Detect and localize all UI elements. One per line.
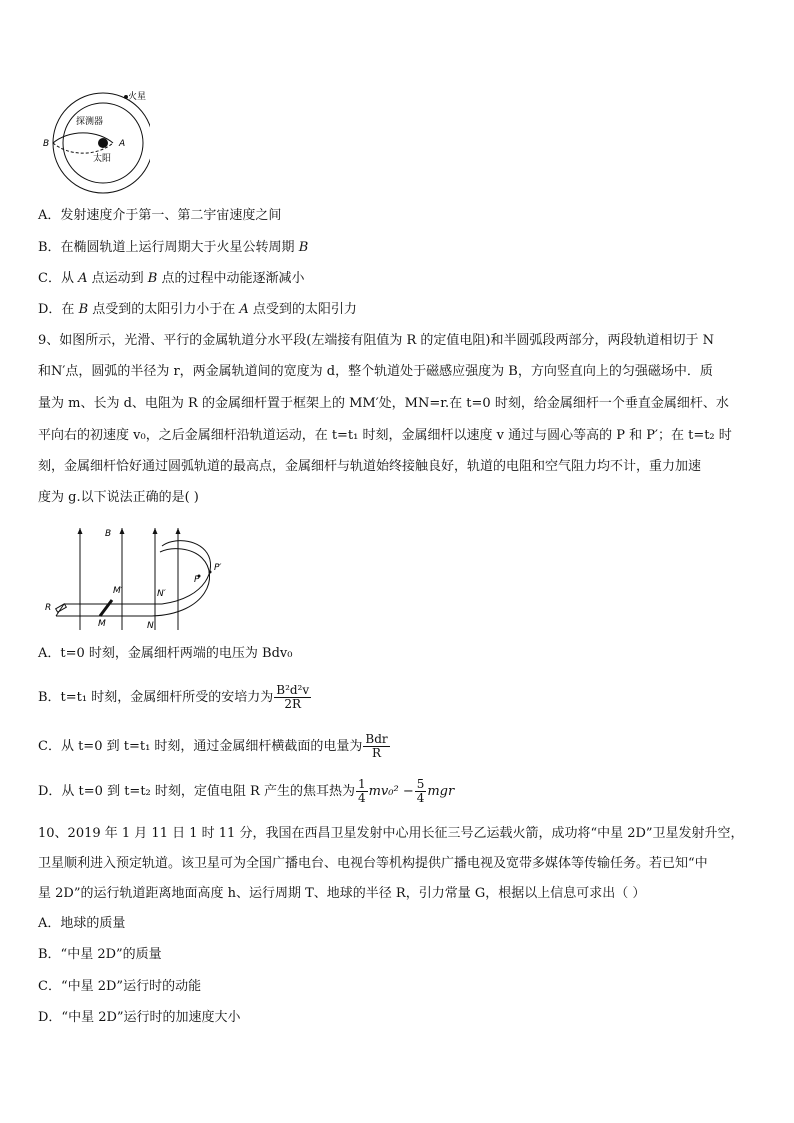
- q10-text-1: 10、2019 年 1 月 11 日 1 时 11 分，我国在西昌卫星发射中心用长征三号乙运载火箭，成功将“中星 2D”卫星发射升空，: [38, 826, 744, 841]
- q9-option-d: D．从 t=0 到 t=t₂ 时刻，定值电阻 R 产生的焦耳热为 $\frac{1}{4}$ mv₀² − $\frac{5}{4}$ mgr: [38, 777, 455, 805]
- arc-rail-front: [152, 549, 210, 616]
- q10-option-b: B．“中星 2D”的质量: [38, 947, 162, 962]
- q9-option-a: A．t=0 时刻，金属细杆两端的电压为 Bdv₀: [38, 646, 293, 661]
- q8-option-a: A．发射速度介于第一、第二宇宙速度之间: [38, 208, 282, 223]
- q9-text-5: 刻，金属细杆恰好通过圆弧轨道的最高点，金属细杆与轨道始终接触良好，轨道的电阻和空气阻力均不计，重力加速: [38, 459, 702, 474]
- q8-option-d: D．在 B 点受到的太阳引力小于在 A 点受到的太阳引力: [38, 302, 357, 317]
- q10-text-2: 卫星顺利进入预定轨道。该卫星可为全国广播电台、电视台等机构提供广播电视及宽带多媒体等传输任务。若已知“中: [38, 856, 708, 871]
- q9-option-c: C．从 t=0 到 t=t₁ 时刻，通过金属细杆横截面的电量为 $\frac{\text{Bdr}}{R}$: [38, 732, 388, 760]
- q9-option-b: B．t=t₁ 时刻，金属细杆所受的安培力为 $\frac{\text{B²d²v}}{2R}$: [38, 683, 310, 711]
- mars-label: 火星: [128, 92, 147, 102]
- metal-rod: [100, 600, 112, 616]
- q8-option-b: B．在椭圆轨道上运行周期大于火星公转周期 B: [38, 240, 309, 255]
- label-n: N: [147, 621, 154, 631]
- probe-label: 探测器: [76, 117, 104, 127]
- q10-text-3: 星 2D”的运行轨道距离地面高度 h、运行周期 T、地球的半径 R，引力常量 G，根据以上信息可求出（ ）: [38, 886, 646, 901]
- point-b-label: B: [43, 139, 50, 149]
- q9-text-3: 量为 m、长为 d、电阻为 R 的金属细杆置于框架上的 MM′处，MN=r.在 t=0 时刻，给金属细杆一个垂直金属细杆、水: [38, 396, 729, 411]
- q10-option-d: D．“中星 2D”运行时的加速度大小: [38, 1010, 241, 1025]
- q9-text-1: 9、如图所示，光滑、平行的金属轨道分水平段(左端接有阻值为 R 的定值电阻)和半圆弧段两部分，两段轨道相切于 N: [38, 333, 714, 348]
- label-b-left: B: [105, 529, 112, 539]
- q10-option-a: A．地球的质量: [38, 916, 126, 931]
- q10-option-c: C．“中星 2D”运行时的动能: [38, 979, 202, 994]
- q9-text-4: 平向右的初速度 v₀，之后金属细杆沿轨道运动，在 t=t₁ 时刻，金属细杆以速度 v 通过与圆心等高的 P 和 P′；在 t=t₂ 时: [38, 428, 732, 443]
- label-p: P: [194, 575, 200, 585]
- point-a-label: A: [119, 139, 126, 149]
- sun: [98, 138, 108, 148]
- label-r: R: [45, 603, 52, 613]
- q9-text-6: 度为 g.以下说法正确的是( ): [38, 490, 199, 505]
- label-n-prime: N′: [157, 589, 166, 599]
- rail-diagram: [42, 518, 242, 634]
- orbit-diagram: [40, 84, 150, 194]
- label-m-prime: M′: [113, 586, 123, 596]
- q9-text-2: 和N′点，圆弧的半径为 r，两金属轨道间的宽度为 d，整个轨道处于磁感应强度为 B，方向竖直向上的匀强磁场中．质: [38, 364, 713, 379]
- q8-option-c: C．从 A 点运动到 B 点的过程中动能逐渐减小: [38, 271, 305, 286]
- label-p-prime: P′: [214, 563, 222, 573]
- label-m: M: [98, 619, 106, 629]
- sun-label: 太阳: [93, 154, 112, 164]
